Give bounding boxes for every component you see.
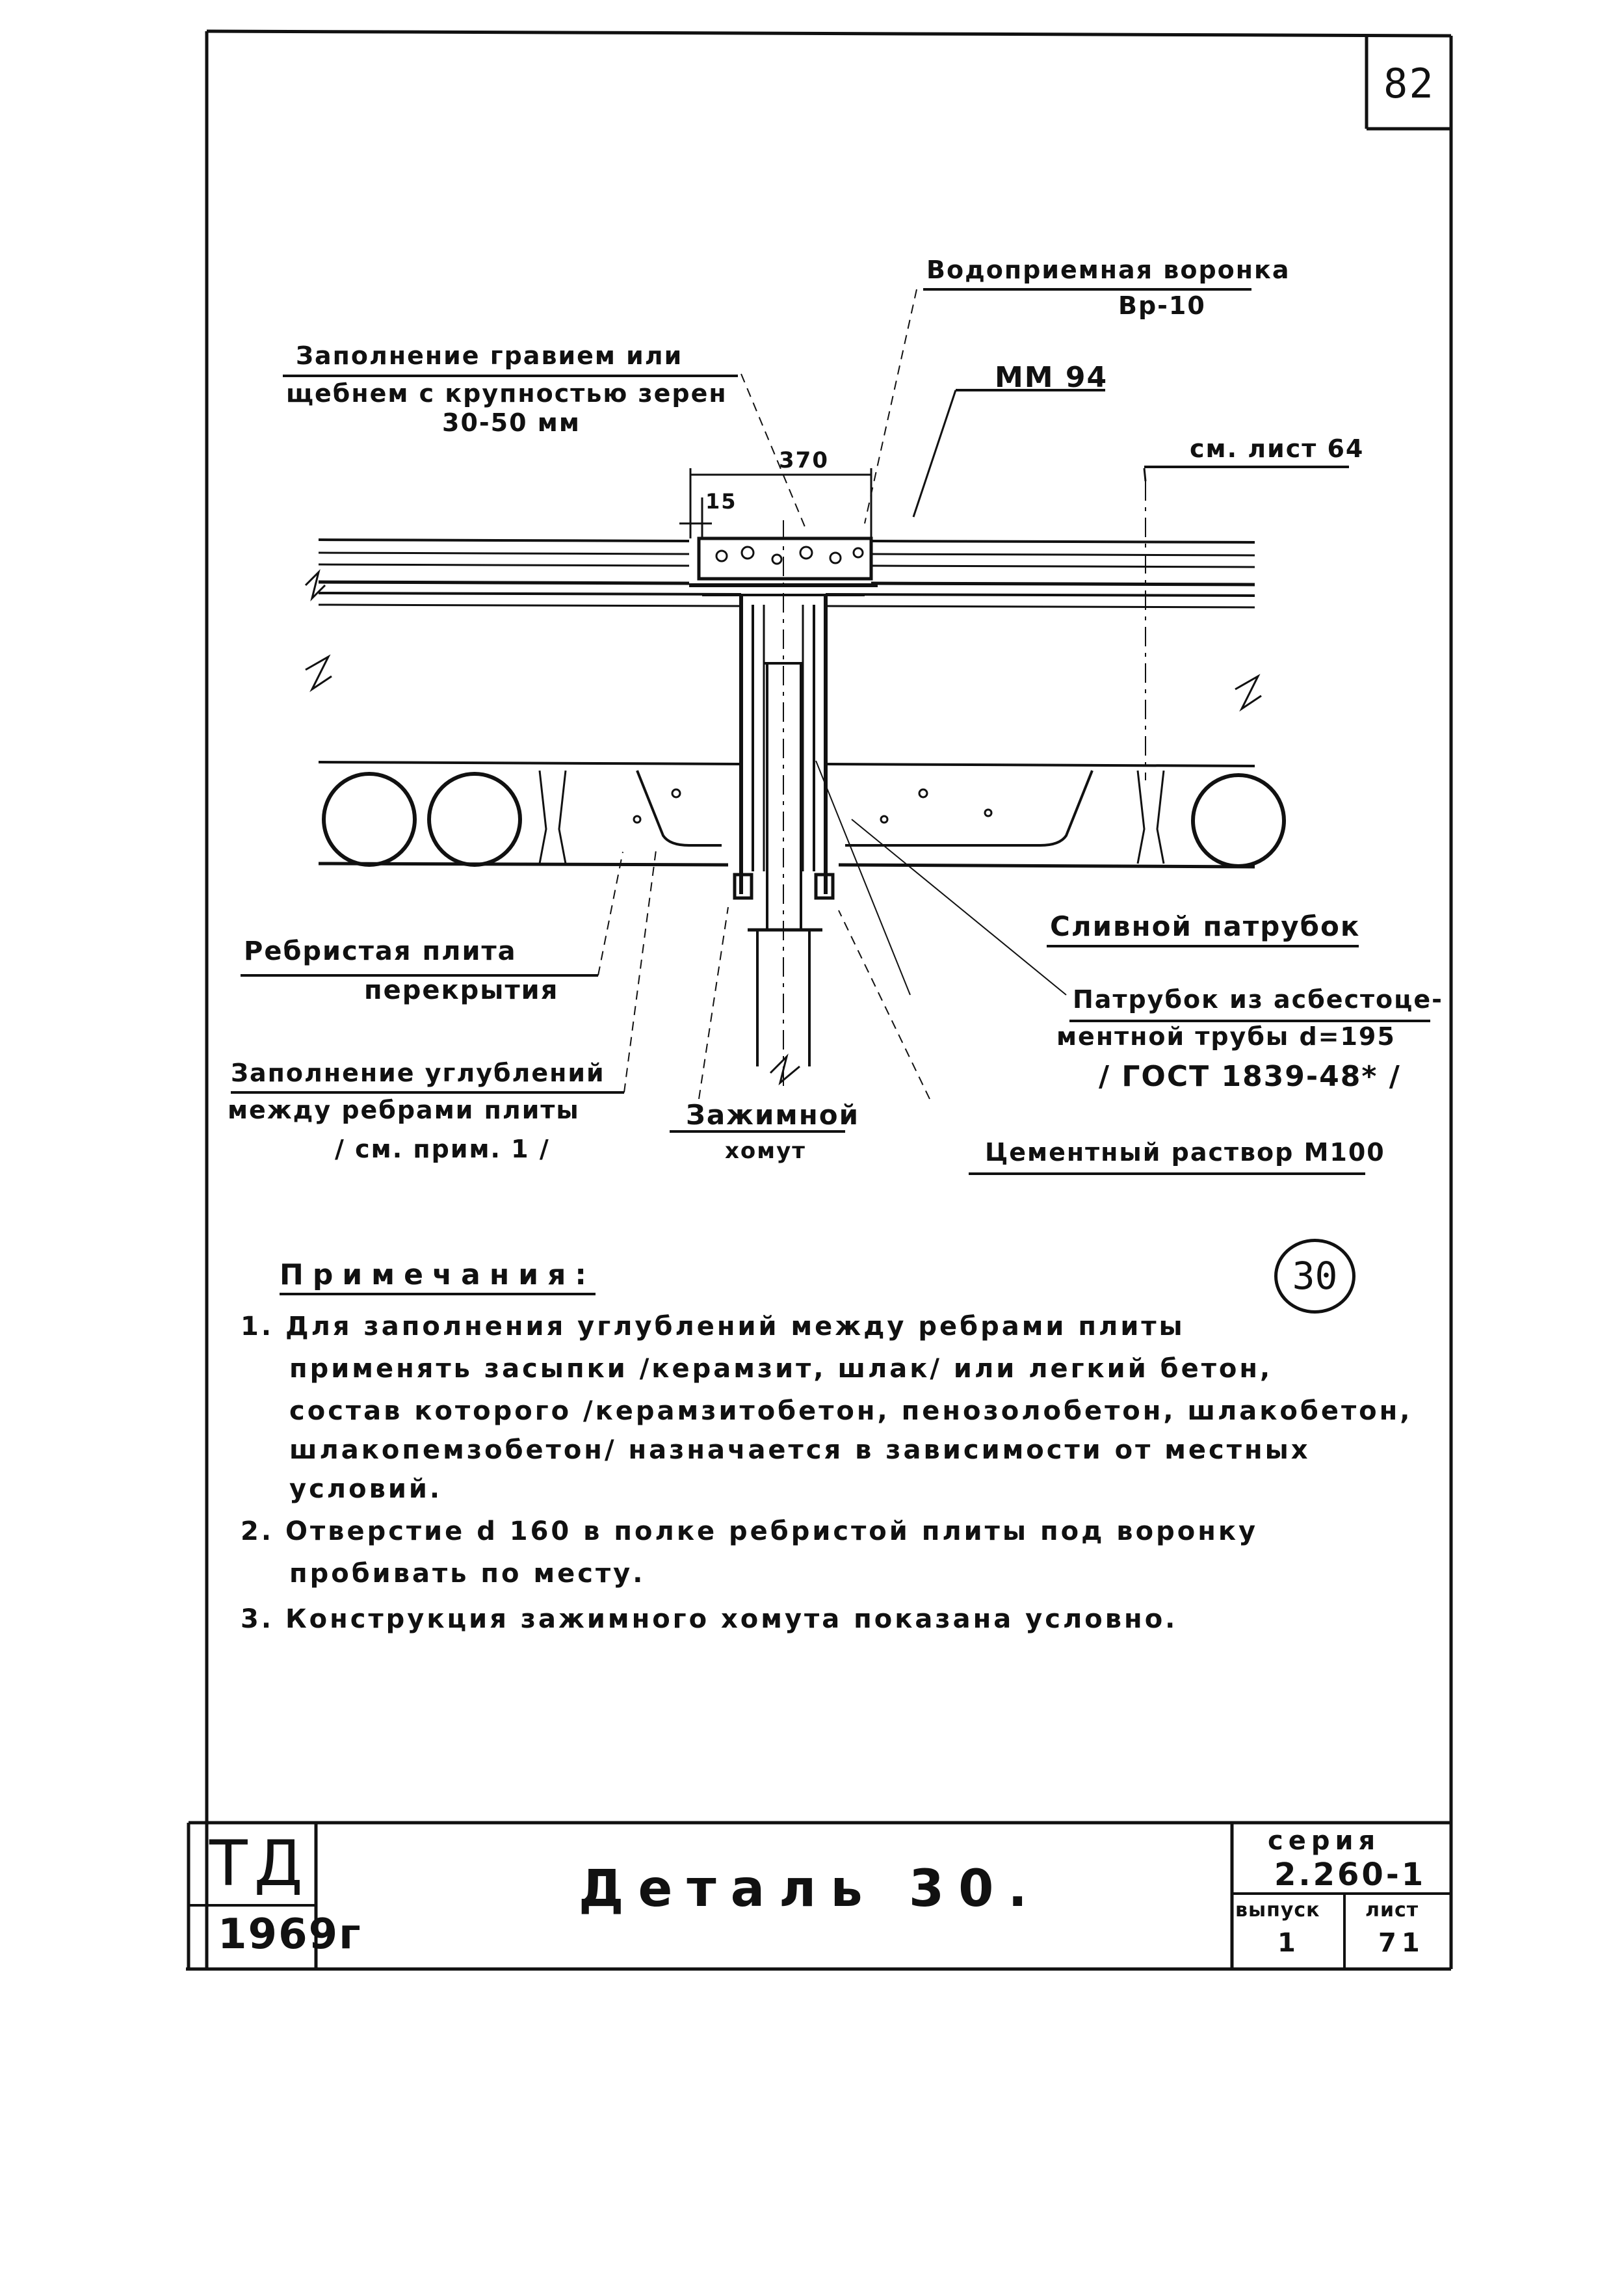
label-gravel-1: Заполнение гравием или <box>296 341 683 370</box>
note-line: 3. Конструкция зажимного хомута показана условно. <box>241 1604 1178 1634</box>
sheet-number: 82 <box>1383 60 1435 107</box>
label-ribbed-2: перекрытия <box>364 975 559 1005</box>
note-line: 1. Для заполнения углублений между ребрами плиты <box>241 1312 1185 1342</box>
label-asbestos-3: / ГОСТ 1839-48* / <box>1099 1060 1401 1093</box>
label-fill-2: между ребрами плиты <box>228 1096 580 1124</box>
detail-badge-number: 30 <box>1292 1254 1338 1298</box>
label-asbestos-1: Патрубок из асбестоце- <box>1073 985 1443 1014</box>
titleblock-sheet-value: 71 <box>1378 1928 1425 1958</box>
titleblock-year: 1969г <box>218 1910 362 1959</box>
label-clamp-1: Зажимной <box>686 1099 860 1131</box>
label-gravel-3: 30-50 мм <box>442 408 581 437</box>
dim-15: 15 <box>705 489 737 514</box>
label-mm94: ММ 94 <box>995 361 1108 394</box>
titleblock-sheet-label: лист <box>1365 1899 1419 1922</box>
dim-370: 370 <box>779 447 829 473</box>
titleblock-series-value: 2.260-1 <box>1274 1857 1426 1893</box>
label-ribbed-1: Ребристая плита <box>244 936 517 966</box>
notes-title: Примечания: <box>280 1258 596 1295</box>
label-fill-1: Заполнение углублений <box>231 1059 605 1087</box>
titleblock-issue-value: 1 <box>1277 1928 1301 1958</box>
titleblock-issue-label: выпуск <box>1235 1899 1320 1922</box>
label-gravel-2: щебнем с крупностью зерен <box>286 379 727 408</box>
label-asbestos-2: ментной трубы d=195 <box>1056 1022 1396 1051</box>
note-line: условий. <box>289 1474 443 1504</box>
titleblock-title: Деталь 30. <box>579 1860 1041 1918</box>
label-funnel: Водоприемная воронка <box>926 256 1290 284</box>
label-drain-pipe: Сливной патрубок <box>1050 910 1361 942</box>
note-line: 2. Отверстие d 160 в полке ребристой плиты под воронку <box>241 1516 1259 1546</box>
frame-top <box>207 31 1451 36</box>
label-fill-3: / см. прим. 1 / <box>335 1135 550 1163</box>
note-line: применять засыпки /керамзит, шлак/ или легкий бетон, <box>289 1354 1273 1384</box>
label-funnel-code: Вр-10 <box>1118 291 1206 320</box>
note-line: состав которого /керамзитобетон, пенозолобетон, шлакобетон, <box>289 1396 1413 1426</box>
note-line: шлакопемзобетон/ назначается в зависимости от местных <box>289 1435 1311 1465</box>
titleblock-org: ТД <box>209 1827 309 1900</box>
label-mortar: Цементный раствор М100 <box>985 1138 1385 1167</box>
note-line: пробивать по месту. <box>289 1559 646 1589</box>
titleblock-series-label: серия <box>1268 1826 1381 1856</box>
label-see-sheet: см. лист 64 <box>1190 434 1365 463</box>
label-clamp-2: хомут <box>725 1138 806 1164</box>
detail-badge <box>1274 1239 1356 1314</box>
